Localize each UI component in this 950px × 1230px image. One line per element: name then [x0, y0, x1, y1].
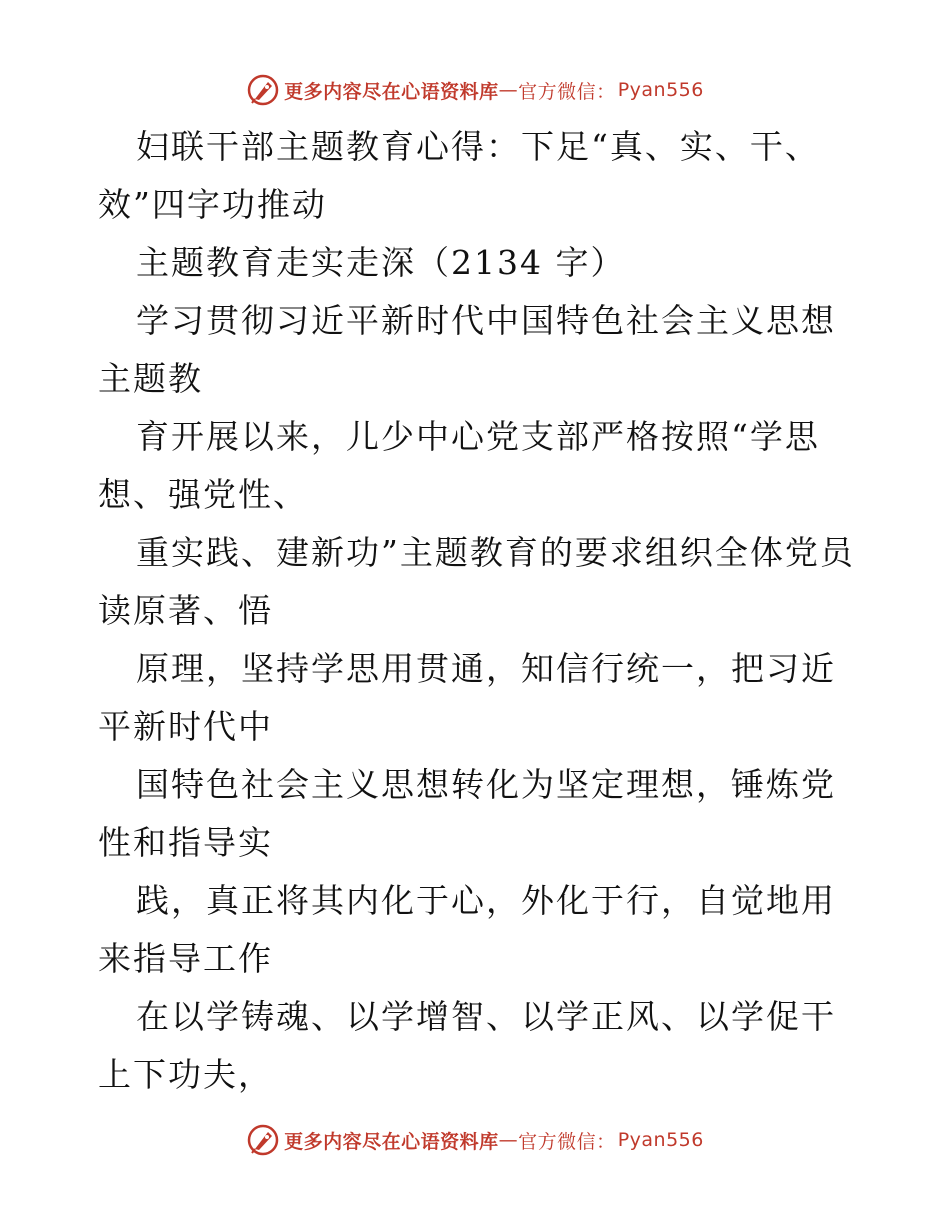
- header-dash: —: [498, 79, 519, 101]
- paragraph: 国特色社会主义思想转化为坚定理想，锤炼党性和指导实: [98, 765, 836, 862]
- document-body: [98, 118, 858, 1104]
- pen-nib-logo-icon: [246, 1123, 280, 1157]
- footer-wechat-label: 官方微信：: [518, 1130, 616, 1153]
- header-wechat-id: Pyan556: [617, 79, 704, 101]
- paragraph: 学习贯彻习近平新时代中国特色社会主义思想主题教: [98, 301, 836, 398]
- document-subtitle: 主题教育走实走深（2134 字）: [136, 243, 626, 282]
- paragraph: 育开展以来，儿少中心党支部严格按照“学思想、强党性、: [98, 417, 820, 514]
- paragraph: 原理，坚持学思用贯通，知信行统一，把习近平新时代中: [98, 649, 836, 746]
- header-site-name: 更多内容尽在心语资料库: [284, 80, 499, 103]
- footer-wechat-id: Pyan556: [617, 1129, 704, 1151]
- header-wechat-label: 官方微信：: [518, 80, 616, 103]
- pen-nib-logo-icon: [246, 73, 280, 107]
- document-title: 妇联干部主题教育心得：下足“真、实、干、效”四字功推动: [98, 127, 820, 224]
- footer-site-name: 更多内容尽在心语资料库: [284, 1130, 499, 1153]
- paragraph: 在以学铸魂、以学增智、以学正风、以学促干上下功夫，: [98, 997, 836, 1094]
- paragraph: 践，真正将其内化于心，外化于行，自觉地用来指导工作: [98, 881, 836, 978]
- paragraph: 重实践、建新功”主题教育的要求组织全体党员读原著、悟: [98, 533, 855, 630]
- footer-dash: —: [498, 1129, 519, 1151]
- footer-banner: [0, 1120, 950, 1160]
- header-banner: [0, 70, 950, 110]
